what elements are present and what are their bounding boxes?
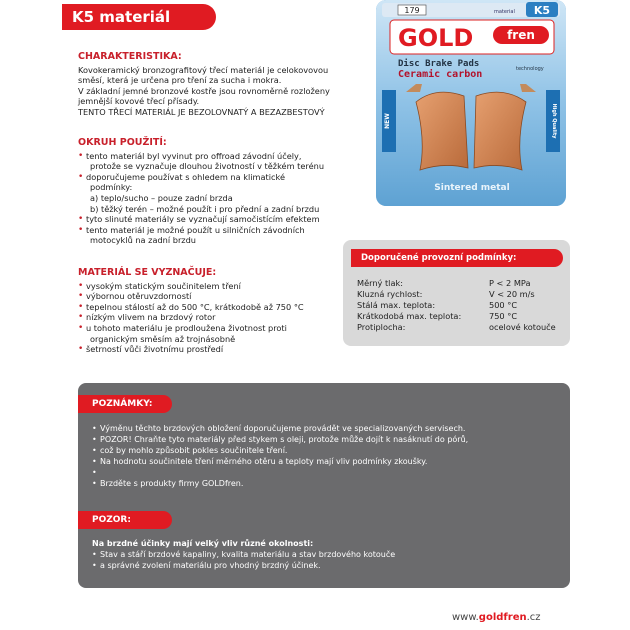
param-value: V < 20 m/s	[489, 289, 535, 299]
side-new-label: NEW	[384, 113, 391, 129]
notes-list	[92, 423, 562, 489]
list-item: • Stav a stáří brzdové kapaliny, kvalita materiálu a stav brzdového kotouče	[92, 549, 562, 560]
characteristics-line: TENTO TŘECÍ MATERIÁL JE BEZOLOVNATÝ A BEZAZBESTOVÝ	[78, 106, 325, 117]
list-item: organickým směsím až trojnásobně	[90, 333, 236, 344]
list-item: • tyto slinuté materiály se vyznačují samočistícím efektem	[78, 214, 338, 225]
param-label: Měrný tlak:	[357, 278, 403, 288]
brand-fren: fren	[507, 28, 535, 42]
product-package-image	[376, 0, 566, 206]
characteristics-line: Kovokeramický bronzografitový třecí materiál je celokovovou	[78, 64, 329, 75]
brand-gold: GOLD	[398, 24, 474, 52]
list-item: • vysokým statickým součinitelem tření	[78, 281, 338, 292]
list-item: podmínky:	[90, 182, 133, 193]
param-value: 500 °C	[489, 300, 518, 310]
param-value: 750 °C	[489, 311, 518, 321]
title-bar	[62, 4, 216, 30]
list-item: • tento materiál byl vyvinut pro offroad závodní účely,	[78, 151, 338, 162]
k5-badge: K5	[533, 4, 551, 17]
list-item: • výbornou otěruvzdorností	[78, 291, 338, 302]
usage-list	[78, 151, 338, 246]
list-item: protože se vyznačuje dlouhou životností v těžkém terénu	[90, 161, 325, 172]
brake-pad-left	[416, 92, 468, 170]
list-item: b) těžký terén – možné použít i pro přední a zadní brzdu	[90, 203, 320, 214]
list-item: • doporučujeme používat s ohledem na klimatické	[78, 172, 338, 183]
list-item: • Na hodnotu součinitele tření měrného otěru a teploty mají vliv podmínky zkoušky.	[92, 456, 562, 467]
list-item: • což by mohlo způsobit pokles součinitele tření.	[92, 445, 562, 456]
param-row	[357, 289, 567, 300]
list-item: • tento materiál je možné použít u silničních závodních	[78, 225, 338, 236]
param-label: Krátkodobá max. teplota:	[357, 311, 462, 321]
technology-label: technology	[516, 66, 544, 72]
features-heading: MATERIÁL SE VYZNAČUJE:	[78, 267, 217, 278]
characteristics-line: směsí, která je určena pro tření za sucha i mokra.	[78, 75, 282, 86]
list-item: • nízkým vlivem na brzdový rotor	[78, 312, 338, 323]
side-quality-label: High Quality	[551, 103, 557, 139]
material-small-label: material	[494, 9, 515, 15]
disc-brake-pads-label: Disc Brake Pads	[398, 59, 480, 69]
warning-bold-line: Na brzdné účinky mají velký vliv různé okolnosti:	[92, 539, 314, 548]
brake-pad-package	[376, 0, 566, 206]
sintered-metal-label: Sintered metal	[434, 183, 510, 193]
usage-section	[78, 138, 338, 246]
characteristics-heading: CHARAKTERISTIKA:	[78, 51, 182, 62]
param-row	[357, 300, 567, 311]
list-item: • POZOR! Chraňte tyto materiály před stykem s oleji, protože může dojít k nasáknutí do pórů,	[92, 434, 562, 445]
param-value: ocelové kotouče	[489, 322, 556, 332]
ceramic-carbon-label: Ceramic carbon	[398, 69, 483, 80]
param-row	[357, 311, 567, 322]
page-title: K5 materiál	[72, 8, 171, 26]
website-link[interactable]	[452, 612, 541, 623]
characteristics-line: jemnější kovové třecí přísady.	[78, 96, 200, 107]
param-label: Kluzná rychlost:	[357, 289, 423, 299]
list-item: a) teplo/sucho – pouze zadní brzda	[90, 192, 233, 203]
list-item: • Brzděte s produkty firmy GOLDfren.	[92, 478, 562, 489]
list-item: • Výměnu těchto brzdových obložení doporučujeme provádět ve specializovaných servisech.	[92, 423, 562, 434]
list-item	[92, 467, 562, 478]
param-row	[357, 322, 567, 333]
characteristics-section	[78, 52, 338, 118]
url-suffix: .cz	[526, 612, 541, 623]
param-label: Protiplocha:	[357, 322, 406, 332]
param-row	[357, 278, 567, 289]
list-item: • tepelnou stálostí až do 500 °C, krátkodobě až 750 °C	[78, 302, 338, 313]
list-item: motocyklů na zadní brzdu	[90, 235, 196, 246]
product-number: 179	[404, 6, 420, 15]
features-section	[78, 268, 338, 355]
warning-heading: POZOR:	[78, 511, 172, 529]
list-item: • šetrností vůči životnímu prostředí	[78, 344, 338, 355]
param-label: Stálá max. teplota:	[357, 300, 436, 310]
operating-conditions-box	[343, 240, 570, 346]
param-value: P < 2 MPa	[489, 278, 531, 288]
url-prefix: www.	[452, 612, 479, 623]
characteristics-line: V základní jemné bronzové kostře jsou rovnoměrně rozloženy	[78, 85, 330, 96]
usage-heading: OKRUH POUŽITÍ:	[78, 137, 167, 148]
list-item: • u tohoto materiálu je prodloužena životnost proti	[78, 323, 338, 334]
operating-conditions-heading: Doporučené provozní podmínky:	[351, 249, 563, 267]
notes-panel	[78, 383, 570, 588]
url-brand: goldfren	[478, 612, 527, 623]
notes-heading: POZNÁMKY:	[78, 395, 172, 413]
warning-list	[92, 549, 562, 571]
features-list	[78, 281, 338, 355]
brake-pad-right	[474, 92, 526, 170]
list-item: • a správné zvolení materiálu pro vhodný brzdný účinek.	[92, 560, 562, 571]
